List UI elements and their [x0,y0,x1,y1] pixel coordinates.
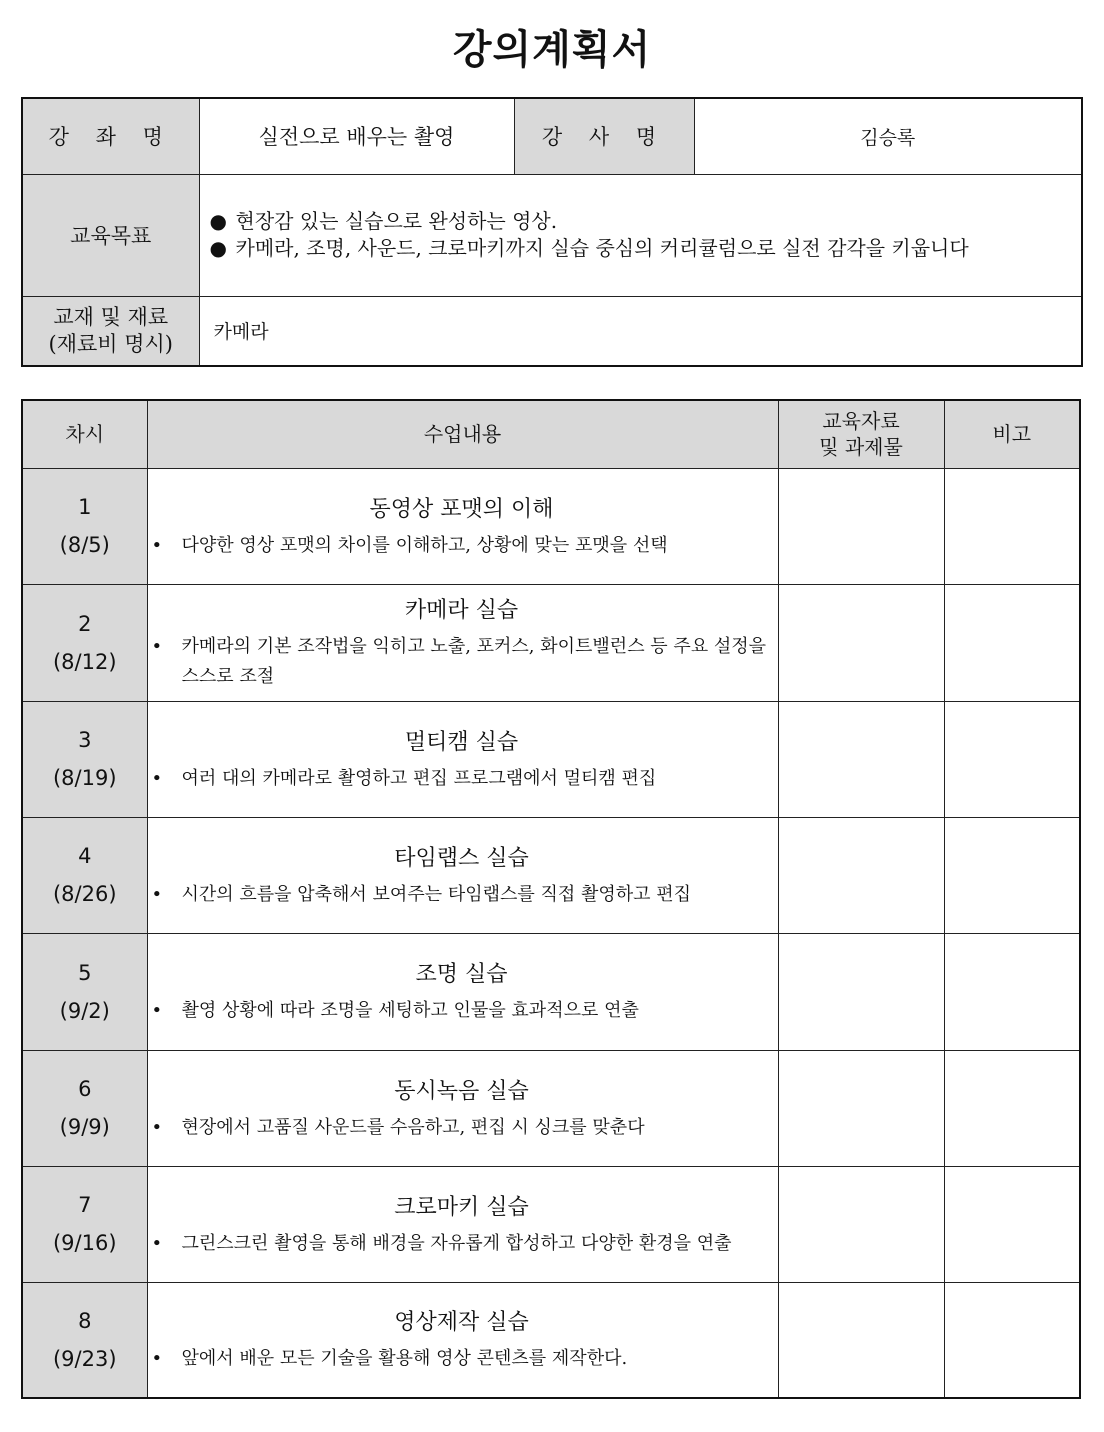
table-row [22,468,1080,584]
resources-cell [778,1166,944,1282]
session-title: 동시녹음 실습 [394,1078,529,1104]
session-desc: 촬영 상황에 따라 조명을 세팅하고 인물을 효과적으로 연출 [181,1000,639,1021]
table-row [22,1050,1080,1166]
note-cell [944,468,1080,584]
bullet-icon: ● [209,209,227,233]
course-name-value: 실전으로 배우는 촬영 [199,98,514,174]
session-cell: 6 (9/9) [22,1050,147,1166]
table-row [22,933,1080,1050]
bullet-icon: • [151,767,163,789]
table-row [22,584,1080,701]
session-cell: 5 (9/2) [22,933,147,1050]
table-row [22,817,1080,933]
materials-value: 카메라 [199,296,1082,366]
resources-cell [778,468,944,584]
session-title: 조명 실습 [415,962,508,987]
instructor-value: 김승록 [694,98,1082,174]
note-cell [944,1282,1080,1398]
bullet-icon: • [151,636,163,657]
session-title: 카메라 실습 [404,598,519,623]
resources-cell [778,933,944,1050]
bullet-icon: • [151,1232,163,1254]
document-title: 강의계획서 [452,27,652,73]
content-cell [147,1282,778,1398]
session-desc: 다양한 영상 포맷의 차이를 이해하고, 상황에 맞는 포맷을 선택 [181,534,668,556]
table-row [22,1166,1080,1282]
session-cell: 2 (8/12) [22,584,147,701]
content-cell [147,817,778,933]
materials-label: 교재 및 재료 (재료비 명시) [22,296,199,366]
content-cell [147,1050,778,1166]
session-cell: 3 (8/19) [22,701,147,817]
resources-cell [778,584,944,701]
content-cell [147,584,778,701]
note-cell [944,701,1080,817]
bullet-icon: • [151,534,163,556]
session-desc: 시간의 흐름을 압축해서 보여주는 타임랩스를 직접 촬영하고 편집 [181,883,692,905]
session-desc: 그린스크린 촬영을 통해 배경을 자유롭게 합성하고 다양한 환경을 연출 [181,1232,732,1254]
session-title: 동영상 포맷의 이해 [369,496,554,522]
note-cell [944,933,1080,1050]
session-cell: 7 (9/16) [22,1166,147,1282]
session-title: 타임랩스 실습 [394,845,529,871]
content-cell [147,701,778,817]
bullet-icon: ● [209,236,227,260]
session-title: 크로마키 실습 [394,1194,529,1220]
table-row [22,701,1080,817]
content-cell [147,468,778,584]
resources-cell [778,701,944,817]
header-resources: 교육자료 및 과제물 [778,400,944,468]
session-cell: 4 (8/26) [22,817,147,933]
bullet-icon: • [151,1348,163,1370]
header-session: 차시 [22,400,147,468]
content-cell [147,1166,778,1282]
session-title: 멀티캠 실습 [404,729,519,755]
content-cell [147,933,778,1050]
bullet-icon: • [151,1116,163,1138]
goal-item: ● 현장감 있는 실습으로 완성하는 영상. [209,209,558,233]
bullet-icon: • [151,883,163,905]
resources-cell [778,817,944,933]
header-note: 비고 [944,400,1080,468]
table-row [22,1282,1080,1398]
course-name-label: 강 좌 명 [22,98,199,174]
goal-label: 교육목표 [22,174,199,296]
instructor-label: 강 사 명 [514,98,694,174]
header-content: 수업내용 [147,400,778,468]
note-cell [944,584,1080,701]
session-cell: 1 (8/5) [22,468,147,584]
note-cell [944,817,1080,933]
schedule-table [21,399,1081,1399]
session-desc: 카메라의 기본 조작법을 익히고 노출, 포커스, 화이트밸런스 등 주요 설정을 스스로 조절 [181,636,767,687]
note-cell [944,1166,1080,1282]
session-desc: 앞에서 배운 모든 기술을 활용해 영상 콘텐츠를 제작한다. [181,1348,628,1370]
course-info-table [21,97,1083,367]
session-cell: 8 (9/23) [22,1282,147,1398]
goal-list [199,174,1082,296]
resources-cell [778,1282,944,1398]
session-desc: 현장에서 고품질 사운드를 수음하고, 편집 시 싱크를 맞춘다 [181,1116,645,1138]
session-desc: 여러 대의 카메라로 촬영하고 편집 프로그램에서 멀티캠 편집 [181,767,657,789]
bullet-icon: • [151,1000,163,1021]
resources-cell [778,1050,944,1166]
goal-item: ● 카메라, 조명, 사운드, 크로마키까지 실습 중심의 커리큘럼으로 실전 감각을 키웁니다 [209,236,969,260]
note-cell [944,1050,1080,1166]
session-title: 영상제작 실습 [394,1310,529,1336]
